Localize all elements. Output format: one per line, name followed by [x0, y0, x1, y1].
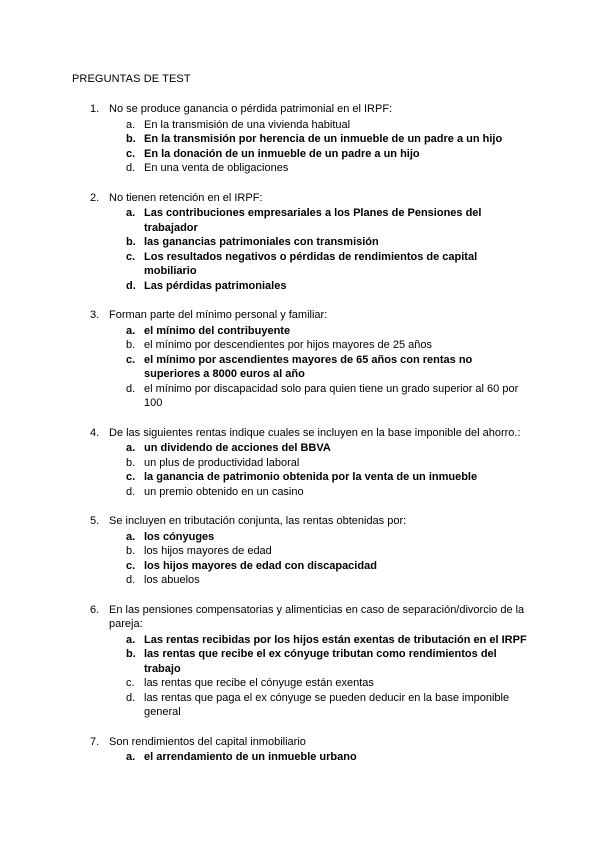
question-number: 5.: [90, 515, 100, 527]
option-letter: d.: [126, 485, 136, 498]
question-text: En las pensiones compensatorias y alimenticias en caso de separación/divorcio de la pareja:: [109, 603, 525, 630]
answer-option: [109, 750, 528, 765]
option-letter: a.: [126, 442, 136, 454]
answer-option: [109, 470, 528, 485]
question-number: 3.: [90, 309, 100, 321]
option-text: los hijos mayores de edad con discapacidad: [144, 559, 377, 572]
option-text: las rentas que recibe el ex cónyuge tributan como rendimientos del trabajo: [144, 648, 497, 675]
answer-options: [109, 206, 528, 293]
answer-option: [109, 132, 528, 147]
option-letter: c.: [126, 677, 135, 689]
option-letter: d.: [126, 279, 136, 292]
option-letter: c.: [126, 353, 136, 366]
option-text: el mínimo por ascendientes mayores de 65 años con rentas no superiores a 8000 euros al año: [144, 353, 473, 380]
question-item: [0, 426, 600, 500]
answer-option: [109, 147, 528, 162]
answer-option: [109, 691, 528, 720]
option-text: En una venta de obligaciones: [144, 162, 289, 174]
answer-option: [109, 324, 528, 339]
option-text: Las pérdidas patrimoniales: [144, 279, 287, 292]
answer-option: [109, 441, 528, 456]
question-list: [0, 102, 600, 780]
answer-option: [109, 161, 528, 176]
answer-options: [109, 324, 528, 411]
option-letter: b.: [126, 545, 136, 557]
answer-options: [109, 530, 528, 588]
question-text: No tienen retención en el IRPF:: [109, 191, 263, 204]
option-letter: b.: [126, 133, 136, 145]
question-item: [0, 514, 600, 588]
answer-options: [109, 441, 528, 499]
option-text: un premio obtenido en un casino: [144, 485, 304, 498]
option-letter: d.: [126, 162, 136, 174]
option-letter: a.: [126, 207, 136, 219]
option-text: el mínimo del contribuyente: [144, 324, 291, 337]
option-letter: d.: [126, 691, 136, 704]
option-letter: a.: [126, 324, 136, 337]
option-letter: b.: [126, 339, 136, 351]
option-letter: c.: [126, 471, 136, 483]
option-text: En la transmisión de una vivienda habitual: [144, 118, 351, 131]
option-text: los hijos mayores de edad: [144, 545, 272, 557]
question-number: 6.: [90, 603, 100, 616]
option-letter: a.: [126, 530, 136, 543]
option-text: un dividendo de acciones del BBVA: [144, 442, 331, 454]
answer-option: [109, 118, 528, 133]
question-item: [0, 735, 600, 765]
answer-option: [109, 647, 528, 676]
answer-options: [109, 118, 528, 176]
answer-option: [109, 456, 528, 471]
answer-option: [109, 633, 528, 648]
option-text: la ganancia de patrimonio obtenida por la venta de un inmueble: [144, 471, 478, 483]
option-letter: c.: [126, 147, 136, 160]
option-letter: c.: [126, 250, 136, 263]
answer-options: [109, 750, 528, 765]
answer-option: [109, 559, 528, 574]
question-text: Son rendimientos del capital inmobiliario: [109, 735, 306, 748]
option-text: los abuelos: [144, 574, 200, 586]
option-text: los cónyuges: [144, 530, 215, 543]
option-text: las rentas que recibe el cónyuge están exentas: [144, 677, 374, 689]
option-letter: b.: [126, 456, 136, 469]
question-item: [0, 603, 600, 720]
question-number: 1.: [90, 103, 100, 115]
answer-option: [109, 382, 528, 411]
answer-option: [109, 676, 528, 691]
option-letter: c.: [126, 559, 136, 572]
question-text: Se incluyen en tributación conjunta, las rentas obtenidas por:: [109, 515, 407, 527]
option-text: En la transmisión por herencia de un inmueble de un padre a un hijo: [144, 133, 503, 145]
question-number: 2.: [90, 191, 100, 204]
question-item: [0, 191, 600, 294]
option-letter: d.: [126, 382, 136, 395]
answer-option: [109, 573, 528, 588]
option-text: el mínimo por descendientes por hijos mayores de 25 años: [144, 339, 432, 351]
answer-options: [109, 633, 528, 720]
option-text: Las rentas recibidas por los hijos están exentas de tributación en el IRPF: [144, 633, 527, 646]
option-letter: d.: [126, 574, 136, 586]
option-text: el arrendamiento de un inmueble urbano: [144, 751, 357, 763]
option-letter: a.: [126, 751, 136, 763]
question-text: De las siguientes rentas indique cuales se incluyen en la base imponible del ahorro.:: [109, 426, 521, 439]
question-text: No se produce ganancia o pérdida patrimonial en el IRPF:: [109, 103, 393, 115]
option-text: el mínimo por discapacidad solo para quien tiene un grado superior al 60 por 100: [144, 382, 519, 409]
page-title: PREGUNTAS DE TEST: [72, 73, 191, 85]
answer-option: [109, 235, 528, 250]
option-text: las ganancias patrimoniales con transmisión: [144, 236, 379, 248]
option-text: las rentas que paga el ex cónyuge se pueden deducir en la base imponible general: [144, 691, 510, 718]
option-text: un plus de productividad laboral: [144, 456, 300, 469]
option-letter: a.: [126, 633, 136, 646]
option-text: En la donación de un inmueble de un padre a un hijo: [144, 147, 420, 160]
option-letter: a.: [126, 118, 136, 131]
answer-option: [109, 530, 528, 545]
answer-option: [109, 338, 528, 353]
option-text: Los resultados negativos o pérdidas de rendimientos de capital mobiliario: [144, 250, 478, 277]
option-letter: b.: [126, 648, 136, 660]
question-number: 4.: [90, 426, 100, 439]
question-text: Forman parte del mínimo personal y familiar:: [109, 309, 328, 321]
answer-option: [109, 485, 528, 500]
option-letter: b.: [126, 236, 136, 248]
option-text: Las contribuciones empresariales a los Planes de Pensiones del trabajador: [144, 207, 482, 234]
answer-option: [109, 279, 528, 294]
question-item: [0, 102, 600, 176]
question-number: 7.: [90, 735, 100, 748]
answer-option: [109, 250, 528, 279]
answer-option: [109, 544, 528, 559]
answer-option: [109, 206, 528, 235]
question-item: [0, 308, 600, 411]
answer-option: [109, 353, 528, 382]
